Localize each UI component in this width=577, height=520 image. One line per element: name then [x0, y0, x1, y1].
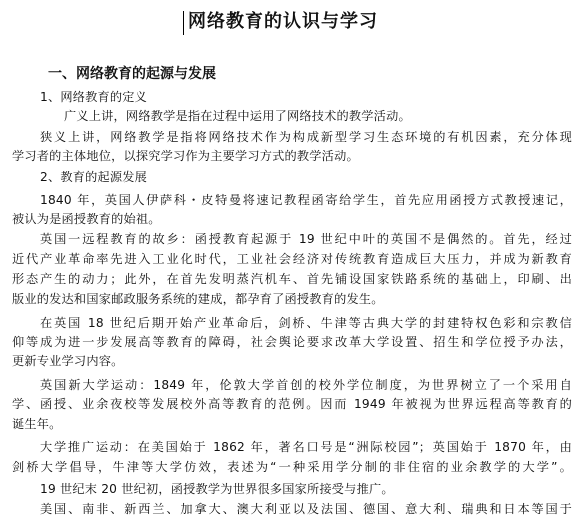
- paragraph-line: 广义上讲，网络教学是指在过程中运用了网络技术的教学活动。: [64, 109, 411, 123]
- paragraph-line: 学、函授、业余夜校等发展校外高等教育的范例。因而 1949 年被视为世界远程高等教育的: [12, 397, 572, 411]
- paragraph-line: 仰等成为进一步发展高等教育的障碍，社会舆论要求改革大学设置、招生和学位授予办法，: [12, 335, 572, 349]
- text-cursor: [183, 11, 184, 35]
- paragraph-line: 更新专业学习内容。: [12, 354, 124, 368]
- paragraph-line: 英国一远程教育的故乡：函授教育起源于 19 世纪中叶的英国不是偶然的。首先，经过: [40, 232, 572, 246]
- paragraph-line: 学习者的主体地位，以探究学习作为主要学习方式的教学活动。: [12, 149, 359, 163]
- paragraph-line: 在英国 18 世纪后期开始产业革命后，剑桥、牛津等古典大学的封建特权色彩和宗教信: [40, 316, 572, 330]
- section-heading: 一、网络教育的起源与发展: [48, 66, 216, 82]
- paragraph-line: 近代产业革命率先进入工业化时代，工业社会经济对传统教育造成巨大压力，并成为新教育: [12, 252, 572, 266]
- paragraph-line: 版业的发达和国家邮政服务系统的建成，都孕育了函授教育的发生。: [12, 292, 384, 306]
- paragraph-line: 形态产生的动力；此外，在首先发明蒸汽机车、首先铺设国家铁路系统的基础上，印刷、出: [12, 272, 572, 286]
- paragraph-line: 19 世纪末 20 世纪初，函授教学为世界很多国家所接受与推广。: [40, 482, 394, 496]
- subheading-definition: 1、网络教育的定义: [40, 90, 148, 104]
- subheading-origin: 2、教育的起源发展: [40, 170, 148, 184]
- paragraph-line: 美国、南非、新西兰、加拿大、澳大利亚以及法国、德国、意大利、瑞典和日本等国于: [40, 502, 572, 516]
- document-title: 网络教育的认识与学习: [188, 11, 378, 32]
- paragraph-line: 被认为是函授教育的始祖。: [12, 212, 161, 226]
- paragraph-line: 1840 年，英国人伊萨科・皮特曼将速记教程函寄给学生，首先应用函授方式教授速记，: [40, 193, 572, 207]
- paragraph-line: 剑桥大学倡导，牛津等大学仿效，表述为“一种采用学分制的非住宿的业余教学的大学”。: [12, 460, 572, 474]
- paragraph-line: 大学推广运动：在美国始于 1862 年，著名口号是“洲际校园”；英国始于 1870 年，由: [40, 440, 572, 454]
- paragraph-line: 诞生年。: [12, 417, 62, 431]
- paragraph-line: 英国新大学运动：1849 年，伦敦大学首创的校外学位制度，为世界树立了一个采用自: [40, 378, 572, 392]
- paragraph-line: 狭义上讲，网络教学是指将网络技术作为构成新型学习生态环境的有机因素，充分体现: [40, 130, 572, 144]
